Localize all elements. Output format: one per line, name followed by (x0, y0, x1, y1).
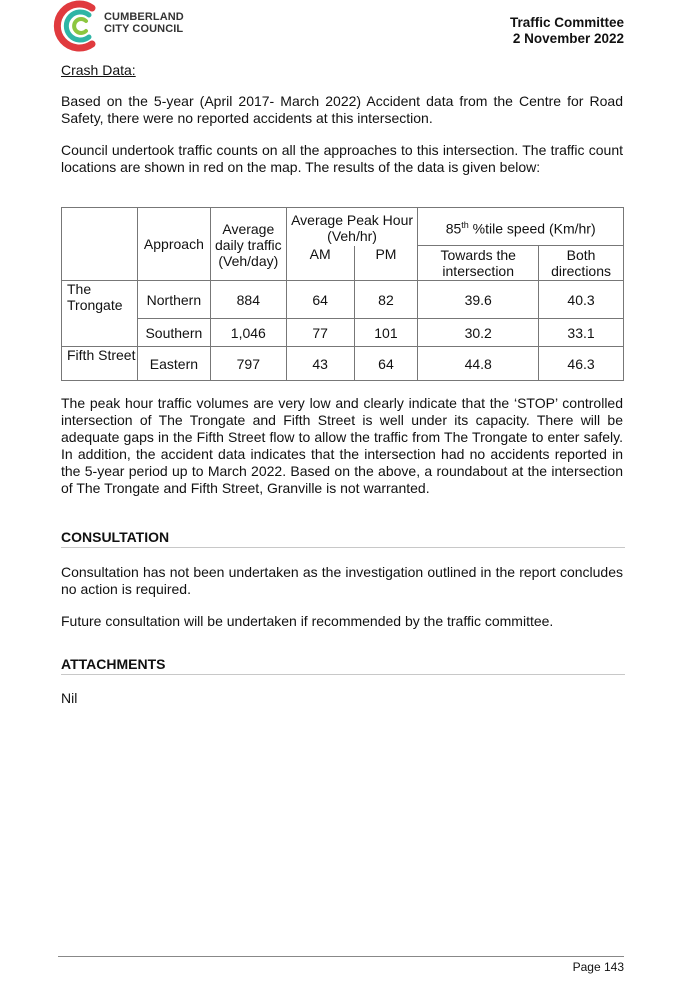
towards-cell: 30.2 (418, 319, 539, 347)
speed-header-number: 85 (445, 220, 462, 237)
speed-header-ordinal: th (461, 219, 469, 230)
attachments-heading: ATTACHMENTS (61, 656, 625, 675)
traffic-data-table (61, 207, 624, 381)
council-name-line1: CUMBERLAND (104, 11, 184, 23)
attachments-body: Nil (61, 690, 78, 706)
am-cell: 77 (286, 319, 354, 347)
pm-header: PM (354, 246, 418, 281)
am-cell: 43 (286, 347, 354, 381)
pm-cell: 101 (354, 319, 418, 347)
meeting-date: 2 November 2022 (512, 31, 624, 46)
towards-header: Towards the intersection (418, 246, 539, 281)
adt-cell: 797 (210, 347, 286, 381)
consultation-paragraph: Consultation has not been undertaken as the investigation outlined in the report concludes no action is required. (61, 564, 623, 597)
approach-cell: Northern (137, 281, 210, 319)
road-header-cell (62, 208, 138, 281)
towards-cell: 39.6 (418, 281, 539, 319)
pm-cell: 64 (354, 347, 418, 381)
peak-hour-header: Average Peak Hour (Veh/hr) (286, 208, 418, 246)
adt-header: Average daily traffic (Veh/day) (210, 208, 286, 281)
road-cell (62, 319, 138, 347)
pm-cell: 82 (354, 281, 418, 319)
am-cell: 64 (286, 281, 354, 319)
approach-header: Approach (137, 208, 210, 281)
table-row (62, 319, 624, 347)
footer-divider (58, 956, 624, 957)
table-row (62, 347, 624, 381)
document-header (510, 15, 624, 47)
council-name-line2: CITY COUNCIL (104, 23, 184, 35)
council-logo-mark (52, 0, 104, 52)
road-cell: Fifth Street (62, 347, 138, 381)
adt-cell: 1,046 (210, 319, 286, 347)
speed-header-label: %tile speed (Km/hr) (468, 220, 596, 237)
future-consultation-paragraph: Future consultation will be undertaken if recommended by the traffic committee. (61, 613, 554, 629)
committee-name: Traffic Committee (509, 15, 624, 30)
approach-cell: Southern (137, 319, 210, 347)
adt-cell: 884 (210, 281, 286, 319)
both-header: Both directions (539, 246, 624, 281)
speed-header (418, 208, 624, 246)
table-row (62, 281, 624, 319)
consultation-heading: CONSULTATION (61, 529, 625, 548)
analysis-paragraph: The peak hour traffic volumes are very low and clearly indicate that the ‘STOP’ controlled intersection of The Trongate and Fifth Street is well under its capacity. There will be adequate gaps in the Fifth Street flow to allow the traffic from The Trongate to enter safely. In addition, the accident data indicates that the intersection had no accidents reported in the 5-year period up to March 2022. Based on the above, a roundabout at the intersection of The Trongate and Fifth Street, Granville is not warranted. (61, 395, 623, 496)
traffic-counts-paragraph: Council undertook traffic counts on all the approaches to this intersection. The traffic count locations are shown in red on the map. The results of the data is given below: (61, 142, 623, 175)
both-cell: 33.1 (539, 319, 624, 347)
council-name (104, 11, 184, 35)
towards-cell: 44.8 (418, 347, 539, 381)
crash-data-paragraph: Based on the 5-year (April 2017- March 2022) Accident data from the Centre for Road Safety, there were no reported accidents at this intersection. (61, 93, 623, 126)
am-header: AM (286, 246, 354, 281)
both-cell: 46.3 (539, 347, 624, 381)
road-cell: The Trongate (62, 281, 138, 319)
crash-data-heading: Crash Data: (61, 62, 136, 78)
both-cell: 40.3 (539, 281, 624, 319)
approach-cell: Eastern (137, 347, 210, 381)
page-number: Page 143 (572, 960, 624, 974)
